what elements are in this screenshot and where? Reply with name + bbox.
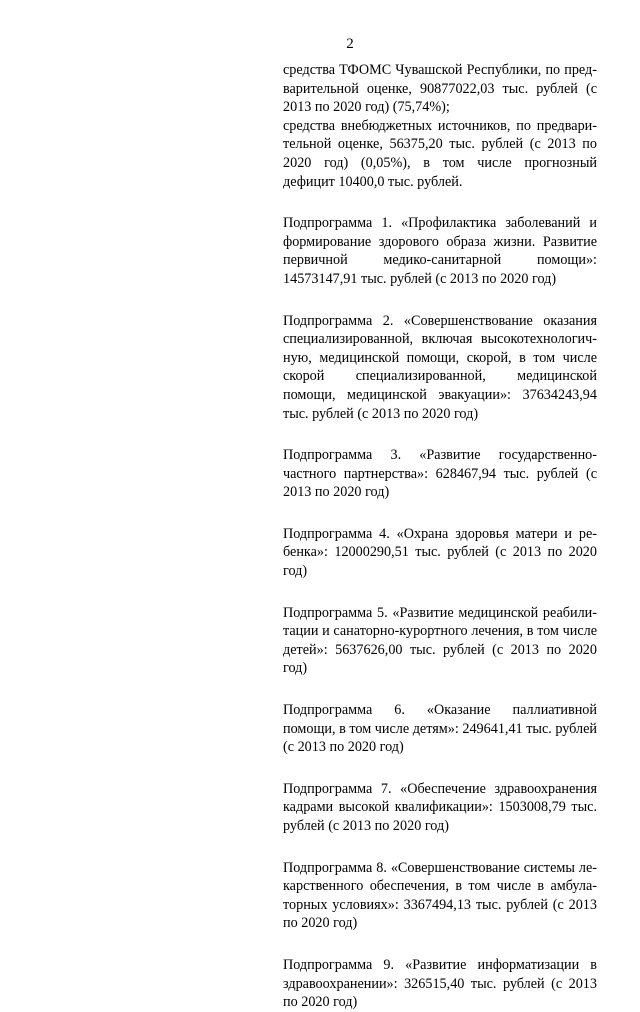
document-body	[283, 61, 597, 1012]
funding-tfoms-paragraph: средства ТФОМС Чувашской Республики, по предварительной оценке, 90877022,03 тыс. рублей (с 2013 по 2020 год) (75,74%);	[283, 62, 597, 116]
subprogram-2-paragraph: Подпрограмма 2. «Совершенствование оказания специализированной, включая высокотехнологичную, медицинской помощи, скорой, в том числе скорой специализированной, медицинской помощи, медицинской эвакуации»: 37634243,94 тыс. рублей (с 2013 по 2020 год)	[283, 312, 597, 422]
subprogram-6-paragraph: Подпрограмма 6. «Оказание паллиативной помощи, в том числе детям»: 249641,41 тыс. рублей (с 2013 по 2020 год)	[283, 702, 597, 756]
subprogram-1-paragraph: Подпрограмма 1. «Профилактика заболеваний и формирование здорового образа жизни. Развитие первичной медико-санитарной помощи»: 14573147,91 тыс. рублей (с 2013 по 2020 год)	[283, 215, 597, 287]
subprogram-7-paragraph: Подпрограмма 7. «Обеспечение здравоохранения кадрами высокой квалификации»: 1503008,79 тыс. рублей (с 2013 по 2020 год)	[283, 780, 597, 834]
subprogram-3-paragraph: Подпрограмма 3. «Развитие государственно-частного партнерства»: 628467,94 тыс. рублей (с 2013 по 2020 год)	[283, 447, 597, 501]
subprogram-9-paragraph: Подпрограмма 9. «Развитие информатизации в здравоохранении»: 326515,40 тыс. рублей (с 2013 по 2020 год)	[283, 956, 597, 1011]
subprogram-4-paragraph: Подпрограмма 4. «Охрана здоровья матери и ребенка»: 12000290,51 тыс. рублей (с 2013 по 2020 год)	[283, 525, 597, 580]
page-number: 2	[346, 36, 354, 52]
funding-extrabudgetary-paragraph: средства внебюджетных источников, по предварительной оценке, 56375,20 тыс. рублей (с 2013 по 2020 год) (0,05%), в том числе прогнозный дефицит 10400,0 тыс. рублей.	[283, 117, 597, 190]
subprogram-5-paragraph: Подпрограмма 5. «Развитие медицинской реабилитации и санаторно-курортного лечения, в том числе детей»: 5637626,00 тыс. рублей (с 2013 по 2020 год)	[283, 604, 597, 677]
subprogram-8-paragraph: Подпрограмма 8. «Совершенствование системы лекарственного обеспечения, в том числе в амбулаторных условиях»: 3367494,13 тыс. рублей (с 2013 по 2020 год)	[283, 859, 597, 932]
